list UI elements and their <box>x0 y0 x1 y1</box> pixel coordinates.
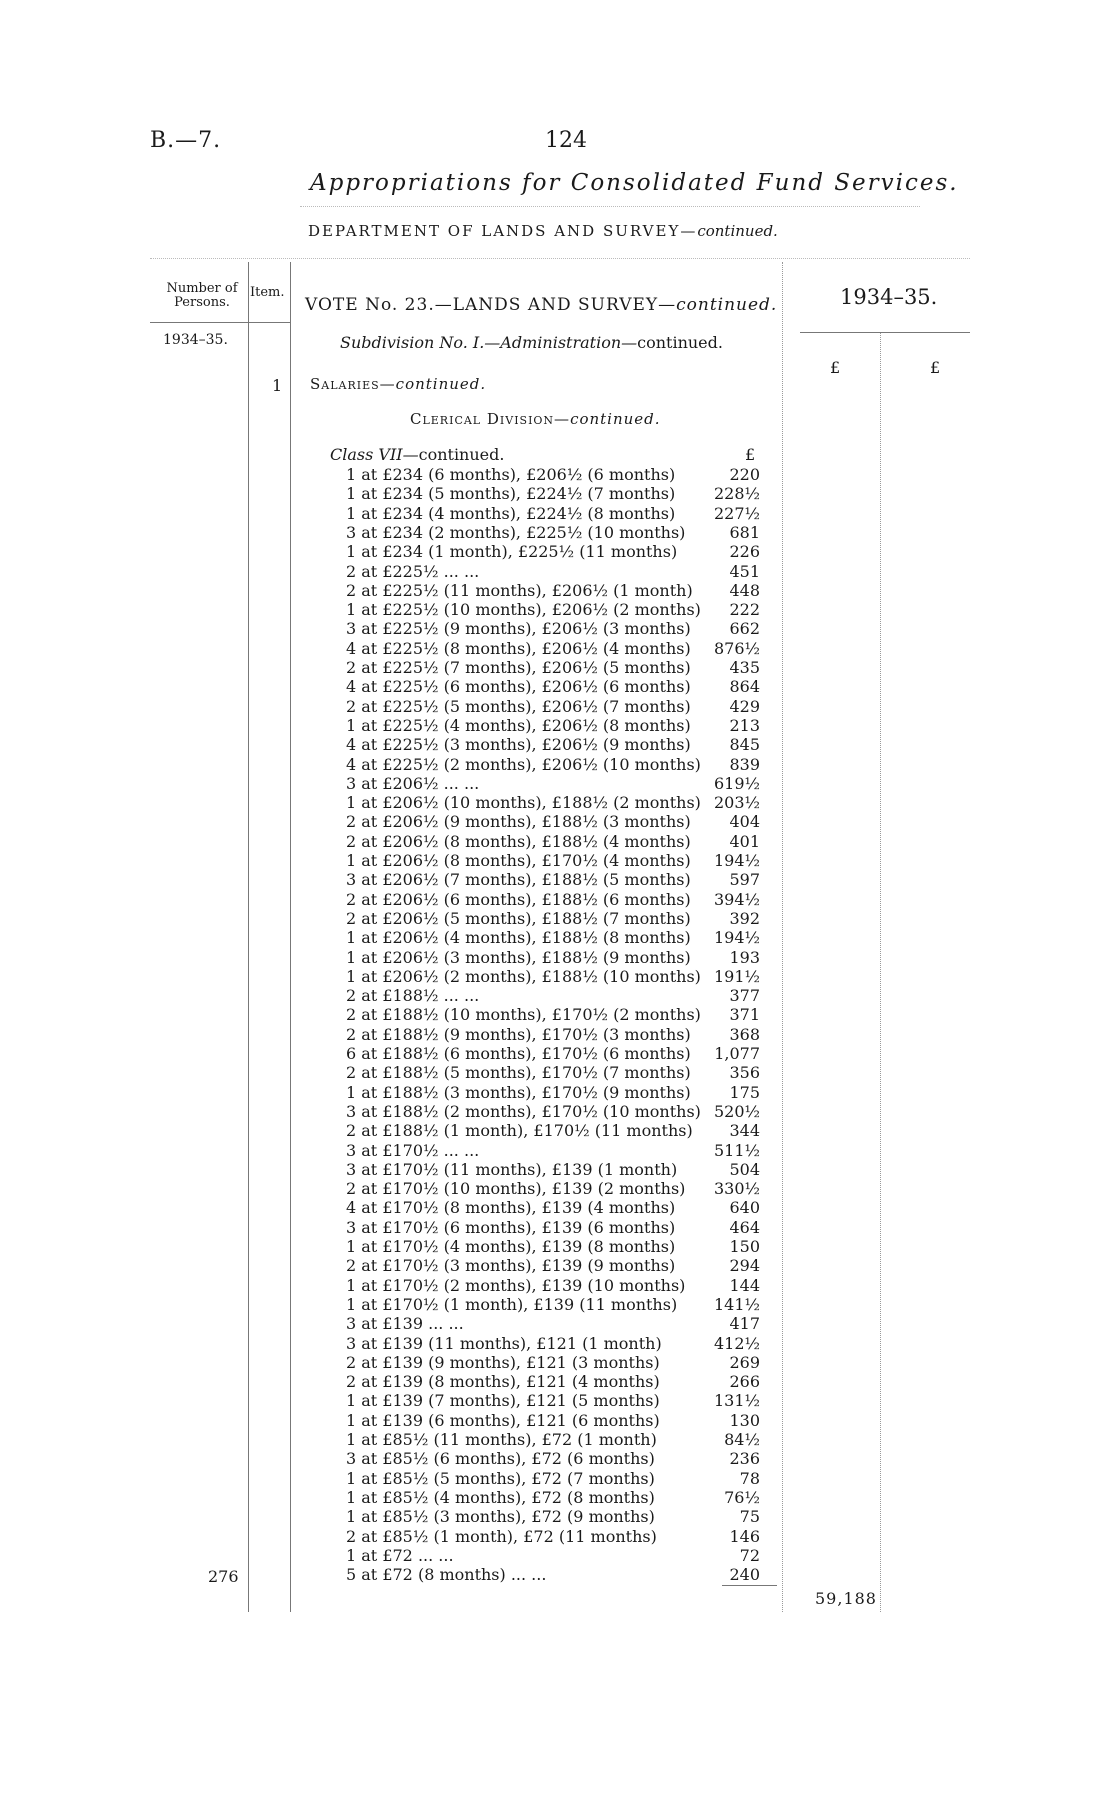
salary-row-amount: 356 <box>729 1063 760 1083</box>
department-heading <box>308 222 778 240</box>
salary-row-description: 2 at £225½ (7 months), £206½ (5 months) <box>346 658 691 677</box>
salary-row-amount: 130 <box>729 1410 760 1430</box>
vote-heading <box>305 295 777 315</box>
salary-row-amount: 401 <box>729 831 760 851</box>
item-desc-divider <box>290 262 291 1612</box>
salary-row-description: 5 at £72 (8 months) ... ... <box>346 1565 547 1585</box>
salary-row-amount: 228½ <box>713 484 760 504</box>
salary-row-amount: 194½ <box>713 851 760 870</box>
salary-row-description: 2 at £188½ (1 month), £170½ (11 months) <box>346 1121 693 1141</box>
salary-row-amount: 78 <box>739 1468 760 1488</box>
salary-row-description: 3 at £170½ ... ... <box>346 1140 480 1160</box>
salary-row-description: 1 at £234 (4 months), £224½ (8 months) <box>346 503 676 523</box>
salary-row-description: 2 at £225½ (5 months), £206½ (7 months) <box>346 696 691 716</box>
salary-row-amount: 417 <box>729 1314 760 1334</box>
salary-row-amount: 845 <box>729 735 760 755</box>
salary-row-description: 2 at £139 (8 months), £121 (4 months) <box>346 1372 660 1392</box>
salary-row-description: 1 at £234 (6 months), £206½ (6 months) <box>346 465 676 484</box>
salary-row-amount: 619½ <box>713 773 760 793</box>
salary-row-description: 1 at £206½ (10 months), £188½ (2 months) <box>346 793 701 813</box>
salary-row-amount: 294 <box>729 1256 760 1276</box>
salary-row-description: 1 at £72 ... ... <box>346 1545 454 1565</box>
vote-total: 59,188 <box>815 1589 877 1608</box>
salary-row-amount: 681 <box>729 522 760 542</box>
salary-row-amount: 404 <box>729 812 760 832</box>
salary-row-description: 1 at £206½ (8 months), £170½ (4 months) <box>346 851 691 870</box>
salary-row-description: 1 at £225½ (10 months), £206½ (2 months) <box>346 600 701 620</box>
salary-row-amount: 368 <box>729 1024 760 1044</box>
persons-total: 276 <box>208 1567 239 1586</box>
salary-row-description: 2 at £170½ (10 months), £139 (2 months) <box>346 1179 686 1199</box>
salary-row-amount: 511½ <box>713 1140 760 1160</box>
salary-row-description: 2 at £139 (9 months), £121 (3 months) <box>346 1352 660 1372</box>
salary-row-amount: 344 <box>729 1121 760 1141</box>
salary-row-amount: 412½ <box>713 1333 760 1353</box>
salary-row-amount: 144 <box>729 1275 760 1295</box>
subdivision-heading <box>340 333 723 352</box>
persons-year-header: 1934–35. <box>163 332 228 348</box>
vote-title: VOTE No. 23.—LANDS AND SURVEY— <box>305 295 677 315</box>
salary-row-description: 2 at £188½ ... ... <box>346 986 480 1006</box>
salary-row-description: 6 at £188½ (6 months), £170½ (6 months) <box>346 1044 691 1063</box>
subdivision-title: Subdivision No. I.—Administration— <box>340 333 638 352</box>
salary-row-description: 4 at £225½ (6 months), £206½ (6 months) <box>346 677 691 697</box>
salary-row-amount: 330½ <box>713 1179 760 1199</box>
salary-row-amount: 662 <box>729 619 760 639</box>
document-code: B.—7. <box>150 128 222 153</box>
salary-row-description: 3 at £170½ (6 months), £139 (6 months) <box>346 1217 676 1237</box>
salary-row-amount: 193 <box>729 947 760 967</box>
salary-row-description: 2 at £225½ (11 months), £206½ (1 month) <box>346 580 693 600</box>
salary-row-amount: 597 <box>729 870 760 890</box>
salary-row-description: 3 at £170½ (11 months), £139 (1 month) <box>346 1159 678 1179</box>
persons-item-divider <box>248 262 249 1612</box>
salary-row-description: 3 at £188½ (2 months), £170½ (10 months) <box>346 1101 701 1121</box>
salary-row-description: 1 at £85½ (3 months), £72 (9 months) <box>346 1507 655 1527</box>
salary-row-amount: 266 <box>729 1372 760 1392</box>
salary-row-amount: 377 <box>729 986 760 1006</box>
salary-row-description: 1 at £170½ (4 months), £139 (8 months) <box>346 1237 676 1256</box>
salary-row-amount: 191½ <box>713 966 760 986</box>
salary-row-description: 4 at £225½ (8 months), £206½ (4 months) <box>346 638 691 658</box>
salary-row-amount: 213 <box>729 715 760 735</box>
title-rule <box>300 206 920 207</box>
class-label: Class VII— <box>330 445 419 464</box>
salary-row-description: 1 at £85½ (11 months), £72 (1 month) <box>346 1430 657 1449</box>
salary-row-description: 4 at £225½ (3 months), £206½ (9 months) <box>346 735 691 755</box>
subdivision-suffix: continued. <box>637 333 723 352</box>
salary-row-amount: 240 <box>729 1565 760 1585</box>
salary-row-description: 2 at £206½ (8 months), £188½ (4 months) <box>346 831 691 851</box>
salary-row-description: 4 at £225½ (2 months), £206½ (10 months) <box>346 754 701 774</box>
salary-row-description: 1 at £139 (7 months), £121 (5 months) <box>346 1391 660 1411</box>
salary-row-amount: 194½ <box>713 928 760 948</box>
salary-row-description: 2 at £206½ (6 months), £188½ (6 months) <box>346 889 691 909</box>
division-label: Clerical Division— <box>410 410 571 428</box>
salary-row-amount: 464 <box>729 1217 760 1237</box>
salary-row-amount: 1,077 <box>714 1044 760 1063</box>
salary-row-amount: 504 <box>729 1159 760 1179</box>
salary-row-description: 1 at £234 (5 months), £224½ (7 months) <box>346 484 676 504</box>
salary-row-amount: 394½ <box>713 889 760 909</box>
salary-row-amount: 269 <box>729 1352 760 1372</box>
class-suffix: continued. <box>418 445 505 464</box>
salary-row-amount: 146 <box>729 1526 760 1546</box>
money-inner-divider <box>880 332 881 1612</box>
salary-row-description: 2 at £206½ (5 months), £188½ (7 months) <box>346 908 691 928</box>
salary-row-description: 2 at £188½ (10 months), £170½ (2 months) <box>346 1005 701 1025</box>
salary-row-amount: 236 <box>729 1449 760 1469</box>
salary-row-amount: 75 <box>739 1507 760 1527</box>
page-number: 124 <box>545 128 587 153</box>
pound-right-header: £ <box>930 358 941 377</box>
salary-row-amount: 222 <box>729 600 760 620</box>
salary-row-description: 3 at £139 ... ... <box>346 1314 464 1334</box>
salary-row-amount: 84½ <box>724 1430 760 1449</box>
salary-row-description: 2 at £188½ (9 months), £170½ (3 months) <box>346 1024 691 1044</box>
salary-row-amount: 175 <box>729 1082 760 1102</box>
colhead-rule-left <box>150 322 290 323</box>
salary-row-description: 3 at £225½ (9 months), £206½ (3 months) <box>346 619 691 639</box>
department-name: DEPARTMENT OF LANDS AND SURVEY— <box>308 222 698 240</box>
salary-row-amount: 227½ <box>713 503 760 523</box>
salary-row-amount: 448 <box>729 580 760 600</box>
colhead-rule-right <box>800 332 970 333</box>
salaries-label: Salaries— <box>310 375 396 393</box>
salary-row-amount: 203½ <box>713 793 760 813</box>
salaries-heading <box>310 375 486 393</box>
salary-row-amount: 226 <box>729 542 760 562</box>
salary-row-amount: 72 <box>739 1545 760 1565</box>
class-heading <box>330 445 504 464</box>
pound-left-header: £ <box>830 358 841 377</box>
division-suffix: continued. <box>570 410 661 428</box>
desc-money-divider <box>782 262 783 1612</box>
salary-row-description: 3 at £85½ (6 months), £72 (6 months) <box>346 1449 655 1469</box>
division-heading <box>410 410 661 428</box>
salary-row-description: 3 at £139 (11 months), £121 (1 month) <box>346 1333 662 1353</box>
salary-row-description: 3 at £234 (2 months), £225½ (10 months) <box>346 522 686 542</box>
salary-row-description: 1 at £170½ (1 month), £139 (11 months) <box>346 1294 678 1314</box>
salary-row-description: 2 at £188½ (5 months), £170½ (7 months) <box>346 1063 691 1083</box>
salary-row-amount: 520½ <box>713 1101 760 1121</box>
salary-row-amount: 864 <box>729 677 760 697</box>
salary-row-amount: 640 <box>729 1198 760 1218</box>
salary-row-description: 1 at £139 (6 months), £121 (6 months) <box>346 1410 660 1430</box>
salary-row-description: 1 at £188½ (3 months), £170½ (9 months) <box>346 1082 691 1102</box>
amount-pound-sign: £ <box>745 445 756 464</box>
salary-row-amount: 131½ <box>713 1391 760 1411</box>
item-column-header: Item. <box>250 285 285 300</box>
salary-row-description: 4 at £170½ (8 months), £139 (4 months) <box>346 1198 676 1218</box>
salary-row-description: 1 at £206½ (3 months), £188½ (9 months) <box>346 947 691 967</box>
salary-row-amount: 76½ <box>724 1487 760 1507</box>
salary-row-amount: 150 <box>729 1237 760 1256</box>
salary-row-description: 2 at £170½ (3 months), £139 (9 months) <box>346 1256 676 1276</box>
persons-column-header: Number of Persons. <box>166 281 238 310</box>
vote-title-suffix: continued. <box>676 295 778 315</box>
salary-row-amount: 220 <box>729 465 760 484</box>
salary-row-amount: 435 <box>729 658 760 677</box>
salaries-suffix: continued. <box>395 375 487 393</box>
salary-row-amount: 371 <box>729 1005 760 1025</box>
salary-row-amount: 141½ <box>713 1294 760 1314</box>
salary-row-amount: 876½ <box>713 638 760 658</box>
department-suffix: continued. <box>697 222 778 240</box>
subtotal-rule <box>722 1585 777 1586</box>
salary-row-description: 1 at £206½ (4 months), £188½ (8 months) <box>346 928 691 948</box>
salary-row-amount: 839 <box>729 754 760 774</box>
salary-row-description: 2 at £206½ (9 months), £188½ (3 months) <box>346 812 691 832</box>
salary-row-description: 1 at £170½ (2 months), £139 (10 months) <box>346 1275 686 1295</box>
item-number: 1 <box>272 376 283 395</box>
salary-row-description: 1 at £234 (1 month), £225½ (11 months) <box>346 542 678 562</box>
salary-row-amount: 451 <box>729 561 760 581</box>
salary-row-amount: 392 <box>729 908 760 928</box>
page-title: Appropriations for Consolidated Fund Services. <box>310 170 959 196</box>
salary-row-description: 2 at £225½ ... ... <box>346 561 480 581</box>
salary-row-description: 1 at £206½ (2 months), £188½ (10 months) <box>346 966 701 986</box>
salary-row-description: 1 at £85½ (5 months), £72 (7 months) <box>346 1468 655 1488</box>
salary-row-amount: 429 <box>729 696 760 716</box>
year-column-header: 1934–35. <box>840 285 938 309</box>
department-rule <box>150 258 970 259</box>
salary-row-description: 1 at £225½ (4 months), £206½ (8 months) <box>346 715 691 735</box>
salary-row-description: 2 at £85½ (1 month), £72 (11 months) <box>346 1526 657 1546</box>
salary-row-description: 3 at £206½ (7 months), £188½ (5 months) <box>346 870 691 890</box>
salary-row-description: 1 at £85½ (4 months), £72 (8 months) <box>346 1487 655 1507</box>
salary-row-description: 3 at £206½ ... ... <box>346 773 480 793</box>
